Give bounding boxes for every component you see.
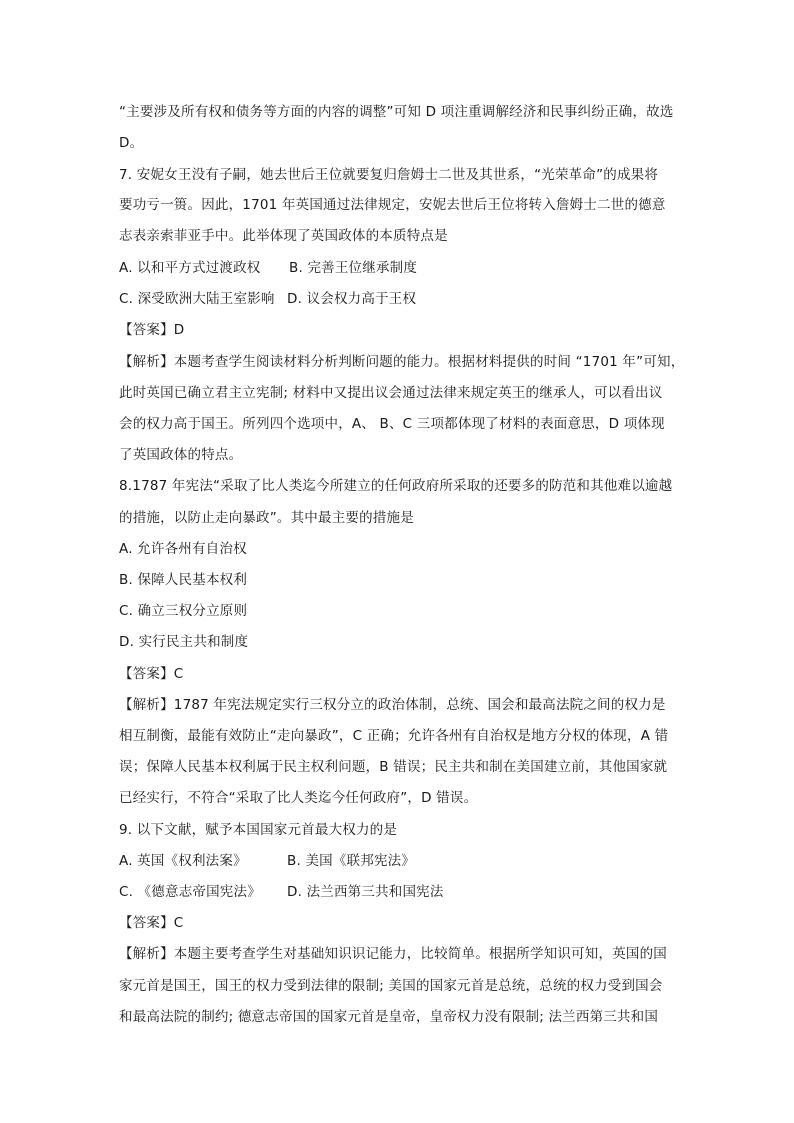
q9-options-row-2	[119, 882, 679, 902]
text-line: 家元首是国王，国王的权力受到法律的限制; 美国的国家元首是总统，总统的权力受到国会	[119, 978, 663, 994]
q8-option-d: D. 实行民主共和制度	[119, 634, 249, 650]
question-9-stem: 9. 以下文献，赋予本国国家元首最大权力的是	[119, 822, 398, 838]
q9-option-c: C. 《德意志帝国宪法》	[119, 884, 261, 900]
q9-option-d: D. 法兰西第三共和国宪法	[287, 884, 444, 900]
q7-analysis: 【解析】本题考查学生阅读材料分析判断问题的能力。根据材料提供的时间 “1701 年”可知，	[119, 354, 685, 370]
q7-options-row-1	[119, 258, 679, 278]
text-line: 的措施，以防止走向暴政”。其中最主要的措施是	[119, 510, 414, 526]
question-8-stem: 8.1787 年宪法“采取了比人类迄今所建立的任何政府所采取的还要多的防范和其他难以逾越	[119, 478, 673, 494]
q7-answer: 【答案】D	[119, 322, 185, 338]
q9-analysis: 【解析】本题主要考查学生对基础知识识记能力，比较简单。根据所学知识可知，英国的国	[119, 946, 667, 962]
text-line: “主要涉及所有权和债务等方面的内容的调整”可知 D 项注重调解经济和民事纠纷正确，故选	[119, 104, 674, 120]
text-line: 会的权力高于国王。所列四个选项中，A、 B、C 三项都体现了材料的表面意思，D 项体现	[119, 416, 665, 432]
text-line: 了英国政体的特点。	[119, 447, 243, 463]
q7-options-row-2	[119, 289, 679, 309]
q8-analysis: 【解析】1787 年宪法规定实行三权分立的政治体制，总统、国会和最高法院之间的权力是	[119, 697, 666, 713]
text-line: 相互制衡，最能有效防止“走向暴政”，C 正确；允许各州有自治权是地方分权的体现，A 错	[119, 728, 669, 744]
q8-option-b: B. 保障人民基本权利	[119, 572, 248, 588]
text-line: 已经实行，不符合“采取了比人类迄今任何政府”，D 错误。	[119, 790, 478, 806]
text-line: 要功亏一篑。因此，1701 年英国通过法律规定，安妮去世后王位将转入詹姆士二世的德意	[119, 197, 666, 213]
q8-answer: 【答案】C	[119, 666, 184, 682]
q7-option-a: A. 以和平方式过渡政权	[119, 260, 261, 276]
q9-options-row-1	[119, 851, 679, 871]
q7-option-d: D. 议会权力高于王权	[287, 291, 417, 307]
q7-option-c: C. 深受欧洲大陆王室影响	[119, 291, 275, 307]
q8-option-a: A. 允许各州有自治权	[119, 541, 247, 557]
text-line: 和最高法院的制约; 德意志帝国的国家元首是皇帝，皇帝权力没有限制; 法兰西第三共和国	[119, 1009, 659, 1025]
text-line: 误；保障人民基本权利属于民主权利问题，B 错误；民主共和制在美国建立前，其他国家就	[119, 759, 668, 775]
text-line: 此时英国已确立君主立宪制; 材料中又提出议会通过法律来规定英王的继承人，可以看出议	[119, 385, 663, 401]
text-line: D。	[119, 135, 144, 151]
q9-option-a: A. 英国《权利法案》	[119, 853, 247, 869]
q9-option-b: B. 美国《联邦宪法》	[287, 853, 416, 869]
text-line: 志表亲索菲亚手中。此举体现了英国政体的本质特点是	[119, 228, 448, 244]
question-7-stem: 7. 安妮女王没有子嗣，她去世后王位就要复归詹姆士二世及其世系，“光荣革命”的成果将	[119, 167, 659, 183]
q8-option-c: C. 确立三权分立原则	[119, 603, 248, 619]
q9-answer: 【答案】C	[119, 915, 184, 931]
q7-option-b: B. 完善王位继承制度	[289, 260, 418, 276]
